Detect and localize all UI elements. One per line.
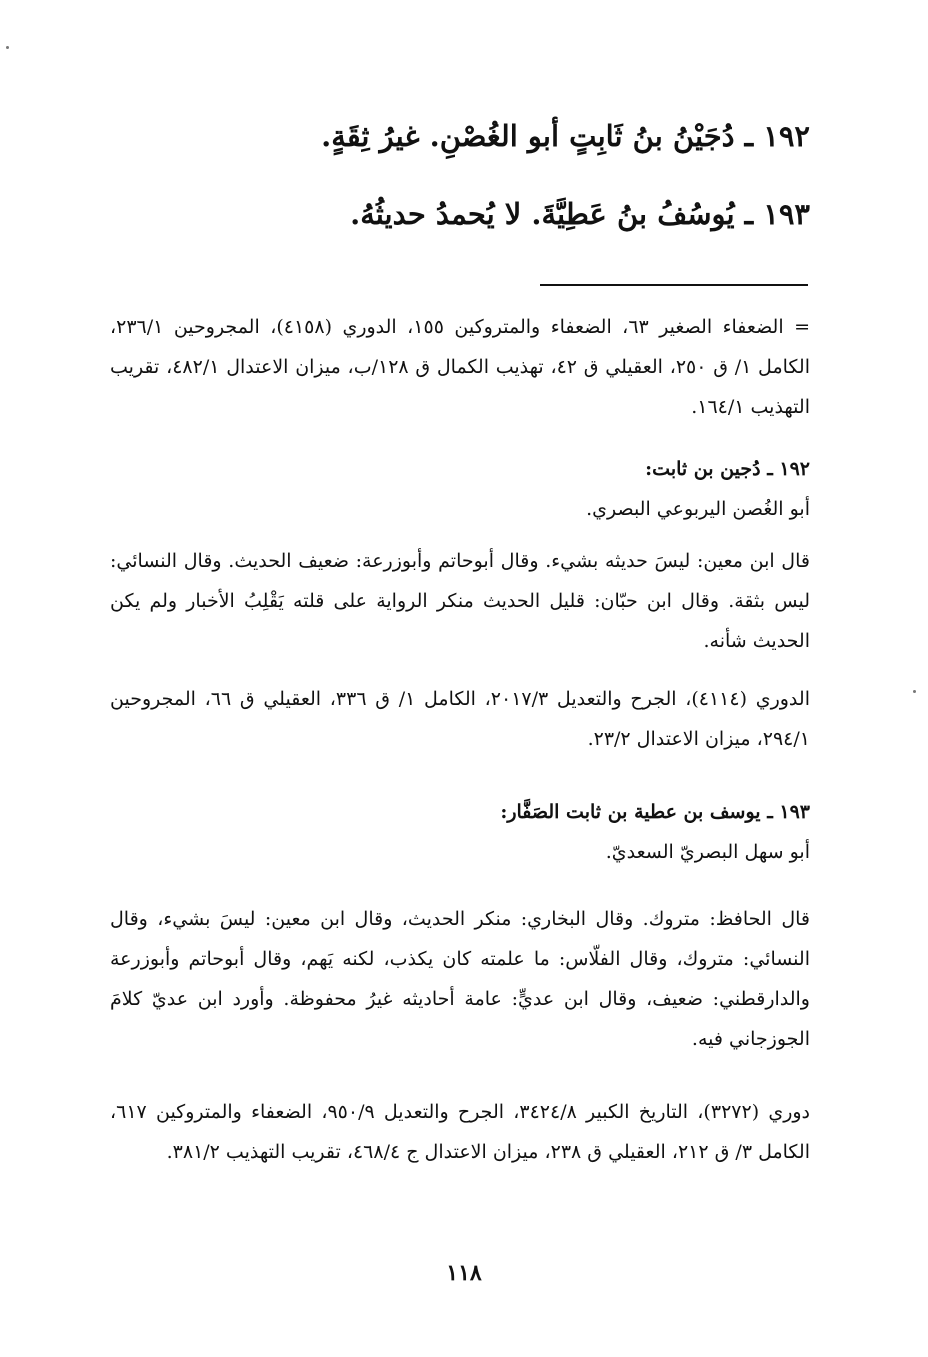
main-entry-192: ١٩٢ ـ دُجَيْنُ بنُ ثَابِتٍ أبو الغُصْنِ. غيرُ ثِقَةٍ. <box>321 119 810 153</box>
footnote-193-kunya: أبو سهل البصريّ السعديّ. <box>605 841 810 863</box>
main-entry-193: ١٩٣ ـ يُوسُفُ بنُ عَطِيَّةَ. لا يُحمدُ حديثُهُ. <box>350 197 810 231</box>
footnote-continuation: = الضعفاء الصغير ٦٣، الضعفاء والمتروكين ١٥٥، الدوري (٤١٥٨)، المجروحين ٢٣٦/١، الكامل ١/ ق ٢٥٠، العقيلي ق ٤٢، تهذيب الكمال ق ١٢٨/ب، ميزان الاعتدال ٤٨٢/١، تقريب التهذيب ١٦٤/١. <box>110 316 810 418</box>
footnote-193-sources: دوري (٣٢٧٢)، التاريخ الكبير ٣٤٢٤/٨، الجرح والتعديل ٩٥٠/٩، الضعفاء والمتروكين ٦١٧، الكامل ٣/ ق ٢١٢، العقيلي ق ٢٣٨، ميزان الاعتدال ج ٤٦٨/٤، تقريب التهذيب ٣٨١/٢. <box>110 1101 811 1163</box>
footnote-192-sayings: قال ابن معين: ليسَ حديثه بشيء. وقال أبوحاتم وأبوزرعة: ضعيف الحديث. وقال النسائي: ليس بثقة. وقال ابن حبّان: قليل الحديث منكر الرواية على قلته يَقْلِبُ الأخبار ولم يكن الحديث شأنه. <box>110 550 810 652</box>
footnote-193-heading: ١٩٣ ـ يوسف بن عطية بن ثابت الصَفَّار: <box>500 801 810 823</box>
scan-speck <box>913 690 916 693</box>
footnote-192-sources: الدوري (٤١١٤)، الجرح والتعديل ٢٠١٧/٣، الكامل ١/ ق ٣٣٦، العقيلي ق ٦٦، المجروحين ٢٩٤/١، ميزان الاعتدال ٢٣/٢. <box>110 688 810 750</box>
footnote-193-sayings: قال الحافظ: متروك. وقال البخاري: منكر الحديث، وقال ابن معين: ليسَ بشيء، وقال النسائي: متروك، وقال الفلّاس: ما علمته كان يكذب، لكنه يَهم، وقال أبوحاتم وأبوزرعة والدارقطني: ضعيف، وقال ابن عديٍّ: عامة أحاديثه غيرُ محفوظة. وأورد ابن عديّ كلامَ الجوزجاني فيه. <box>110 908 810 1050</box>
footnote-192-heading: ١٩٢ ـ دُجين بن ثابت: <box>645 458 810 480</box>
footnote-192-kunya: أبو الغُصن اليربوعي البصري. <box>586 498 810 520</box>
footnote-separator <box>540 284 808 286</box>
page-number: ١١٨ <box>446 1260 482 1286</box>
scan-speck <box>6 46 9 49</box>
